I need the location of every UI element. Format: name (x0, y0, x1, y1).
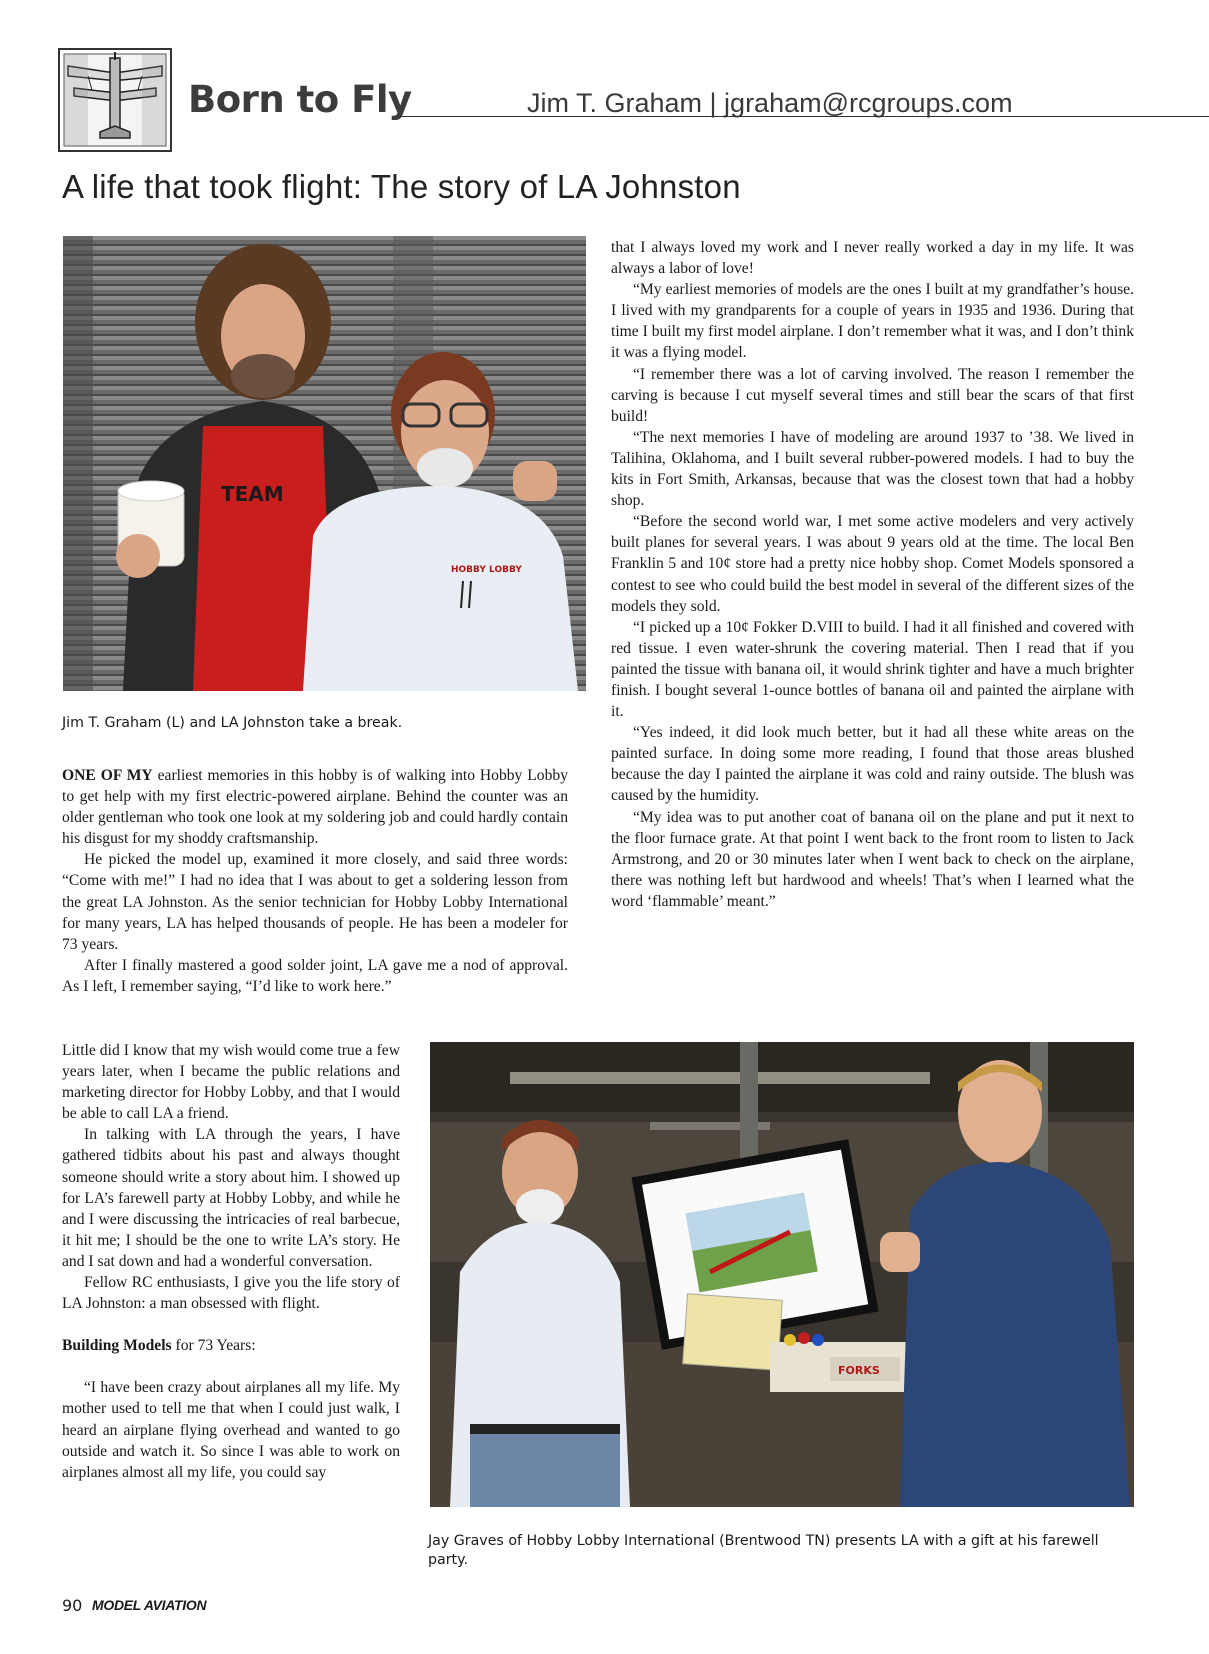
photo-farewell-party (430, 1042, 1134, 1507)
page-number: 90 (62, 1596, 83, 1615)
paragraph: that I always loved my work and I never really worked a day in my life. It was always a labor of love! (611, 239, 1134, 278)
photo-farewell-party-graphic (430, 1042, 1134, 1507)
paragraph: In talking with LA through the years, I have gathered tidbits about his past and always thought someone should write a story about him. I showed up for LA’s farewell party at Hobby Lobby, and while he and I were discussing the intricacies of real barbecue, it hit me; I should be the one to write LA’s story. He and I sat down and had a wonderful conversation. (62, 1126, 400, 1270)
body-column-right (611, 237, 1134, 912)
header-rule (400, 116, 1209, 117)
subhead-bold: Building Models (62, 1337, 172, 1355)
biplane-logo-icon (58, 48, 172, 152)
paragraph: Fellow RC enthusiasts, I give you the life story of LA Johnston: a man obsessed with flight. (62, 1274, 400, 1313)
photo-graham-johnston-graphic (63, 236, 586, 691)
paragraph-text: earliest memories in this hobby is of walking into Hobby Lobby to get help with my first electric-powered airplane. Behind the counter was an older gentleman who took one look at my soldering job and could hardly contain his disgust for my shoddy craftsmanship. (62, 767, 568, 848)
photo2-caption: Jay Graves of Hobby Lobby International (Brentwood TN) presents LA with a gift at his farewell party. (428, 1533, 1099, 1568)
paragraph: “Yes indeed, it did look much better, but it had all these white areas on the painted surface. In doing some more reading, I found that those areas blushed because the day I painted the airplane it was cold and rainy outside. The blush was caused by the humidity. (611, 724, 1134, 805)
body-column-left-narrow (62, 1040, 400, 1483)
paragraph: “I picked up a 10¢ Fokker D.VIII to build. I had it all finished and covered with red tissue. I even water-shrunk the covering material. Then I read that if you painted the tissue with banana oil, it would shrink tighter and have a much brighter finish. I bought several 1-ounce bottles of banana oil and painted the airplane with it. (611, 618, 1134, 721)
paragraph: “I remember there was a lot of carving involved. The reason I remember the carving is because I cut myself several times and still bear the scars of that first build! (611, 365, 1134, 425)
shirt-text: TEAM (221, 482, 284, 506)
article-headline: A life that took flight: The story of LA Johnston (62, 168, 741, 205)
subhead (62, 1335, 400, 1356)
department-title: Born to Fly (188, 78, 412, 121)
box-text: FORKS (838, 1364, 880, 1377)
photo1-caption: Jim T. Graham (L) and LA Johnston take a break. (62, 715, 403, 731)
paragraph: Little did I know that my wish would come true a few years later, when I became the public relations and marketing director for Hobby Lobby, and that I would be able to call LA a friend. (62, 1042, 400, 1123)
magazine-name: MODEL AVIATION (92, 1597, 207, 1613)
shirt-badge-text: HOBBY LOBBY (451, 565, 522, 575)
lead-in: ONE OF MY (62, 767, 153, 784)
paragraph (62, 765, 568, 849)
paragraph: “The next memories I have of modeling are around 1937 to ’38. We lived in Talihina, Oklahoma, and I built several rubber-powered models. I had to buy the kits in Fort Smith, Arkansas, because that was the closest town that had a hobby shop. (611, 428, 1134, 510)
paragraph: “I have been crazy about airplanes all my life. My mother used to tell me that when I could just walk, I heard an airplane flying overhead and wanted to go outside and watch it. So since I was able to work on airplanes almost all my life, you could say (62, 1379, 400, 1481)
paragraph: “My idea was to put another coat of banana oil on the plane and put it next to the floor furnace grate. At that point I went back to the front room to listen to Jack Armstrong, and 20 or 30 minutes later when I went back to check on the airplane, there was nothing left but hardwood and wheels! That’s when I learned what the word ‘flammable’ meant.” (611, 808, 1134, 910)
body-column-left (62, 765, 568, 997)
photo-graham-johnston (63, 236, 586, 691)
paragraph: “Before the second world war, I met some active modelers and very actively built planes for several years. I was about 9 years old at the time. The local Ben Franklin 5 and 10¢ store had a pretty nice hobby shop. Comet Models sponsored a contest to see who could build the best model in several of the different sizes of the models they sold. (611, 513, 1134, 615)
byline: Jim T. Graham | jgraham@rcgroups.com (527, 88, 1013, 118)
paragraph: He picked the model up, examined it more closely, and said three words: “Come with me!” I had no idea that I was about to get a soldering lesson from the great LA Johnston. As the senior technician for Hobby Lobby International for many years, LA has helped thousands of people. He has been a modeler for 73 years. (62, 851, 568, 953)
subhead-rest: for 73 Years: (171, 1337, 256, 1355)
paragraph: “My earliest memories of models are the ones I built at my grandfather’s house. I lived with my grandparents for a couple of years in 1935 and 1936. During that time I built my first model airplane. I don’t remember what it was, and I don’t think it was a flying model. (611, 281, 1134, 362)
paragraph: After I finally mastered a good solder joint, LA gave me a nod of approval. As I left, I remember saying, “I’d like to work here.” (62, 956, 568, 995)
